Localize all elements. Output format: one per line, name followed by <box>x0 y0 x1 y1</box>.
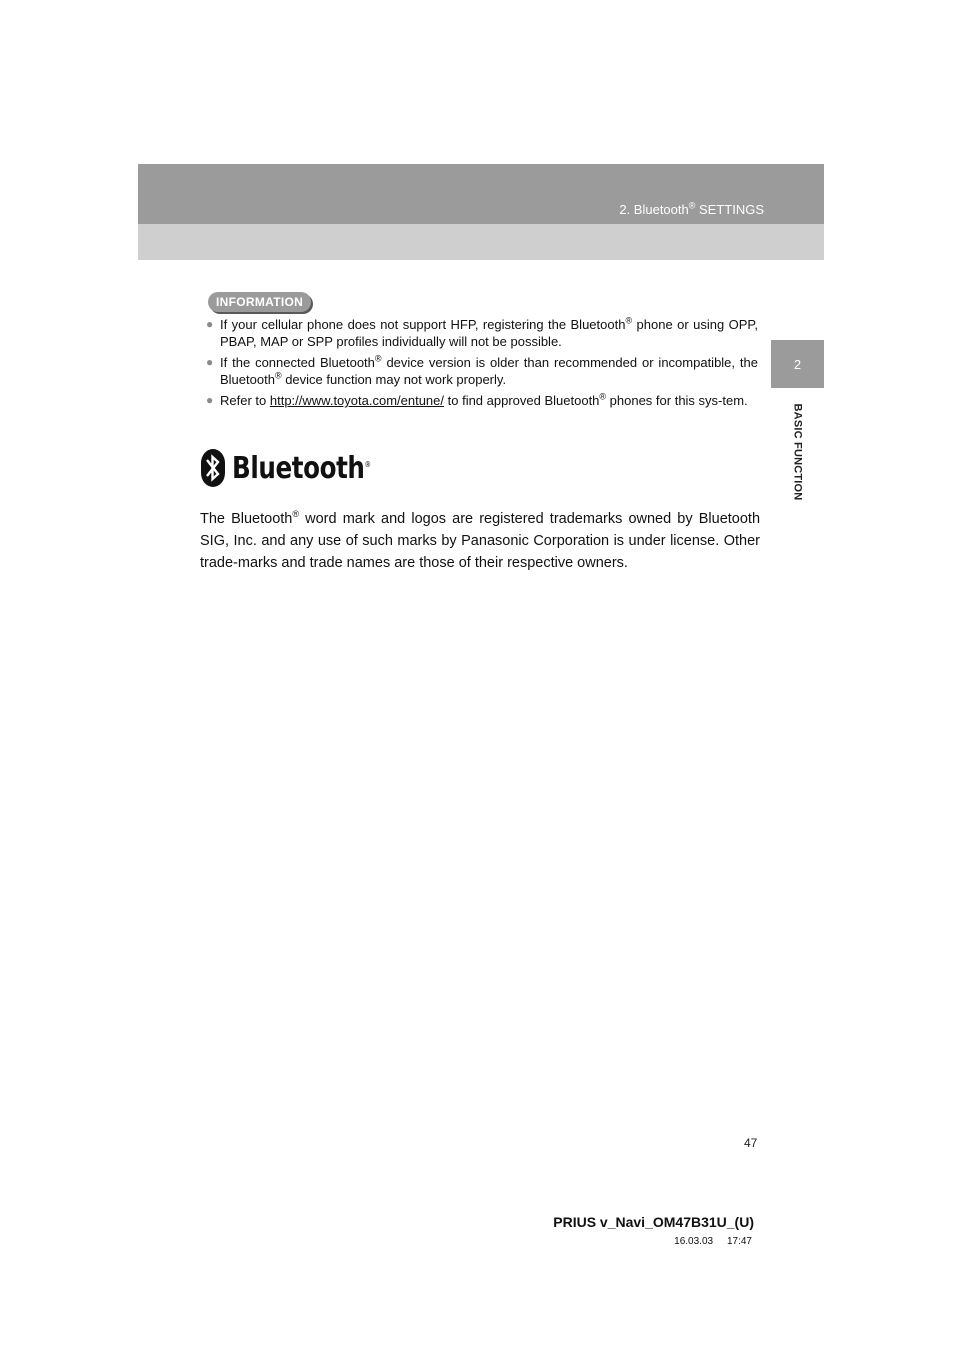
info-item <box>206 316 758 350</box>
bullet-icon: ● <box>206 393 214 407</box>
entune-link[interactable]: http://www.toyota.com/entune/ <box>269 393 445 408</box>
information-list <box>206 316 758 413</box>
information-badge: INFORMATION <box>208 292 311 312</box>
print-timestamp: 16.03.03 17:47 <box>674 1236 752 1247</box>
bluetooth-logo <box>200 448 401 488</box>
document-id: PRIUS v_Navi_OM47B31U_(U) <box>553 1214 754 1230</box>
side-tab-number: 2 <box>771 340 824 388</box>
bluetooth-wordmark: Bluetooth® <box>232 450 371 486</box>
bullet-icon: ● <box>206 355 214 369</box>
side-tab-label: BASIC FUNCTION <box>791 403 804 501</box>
info-item <box>206 392 758 409</box>
page-number: 47 <box>744 1136 758 1150</box>
info-item <box>206 354 758 388</box>
bluetooth-icon <box>200 448 226 488</box>
trademark-notice: The Bluetooth® word mark and logos are registered trademarks owned by Bluetooth SIG, Inc. and any use of such marks by Panasonic Corporation is under license. Other trade-marks and trade names are those of their respective owners. <box>200 509 761 571</box>
info-item-text: If the connected Bluetooth® device version is older than recommended or incompatible, the Bluetooth® device function may not work properly. <box>220 353 758 387</box>
info-item-text: Refer to http://www.toyota.com/entune/ to find approved Bluetooth® phones for this sys-tem. <box>220 391 748 408</box>
section-title: 2. Bluetooth® SETTINGS <box>619 200 764 217</box>
info-item-text: If your cellular phone does not support HFP, registering the Bluetooth® phone or using OPP, PBAP, MAP or SPP profiles individually will not be possible. <box>220 315 759 349</box>
bullet-icon: ● <box>206 317 214 331</box>
header-strip <box>138 224 824 260</box>
